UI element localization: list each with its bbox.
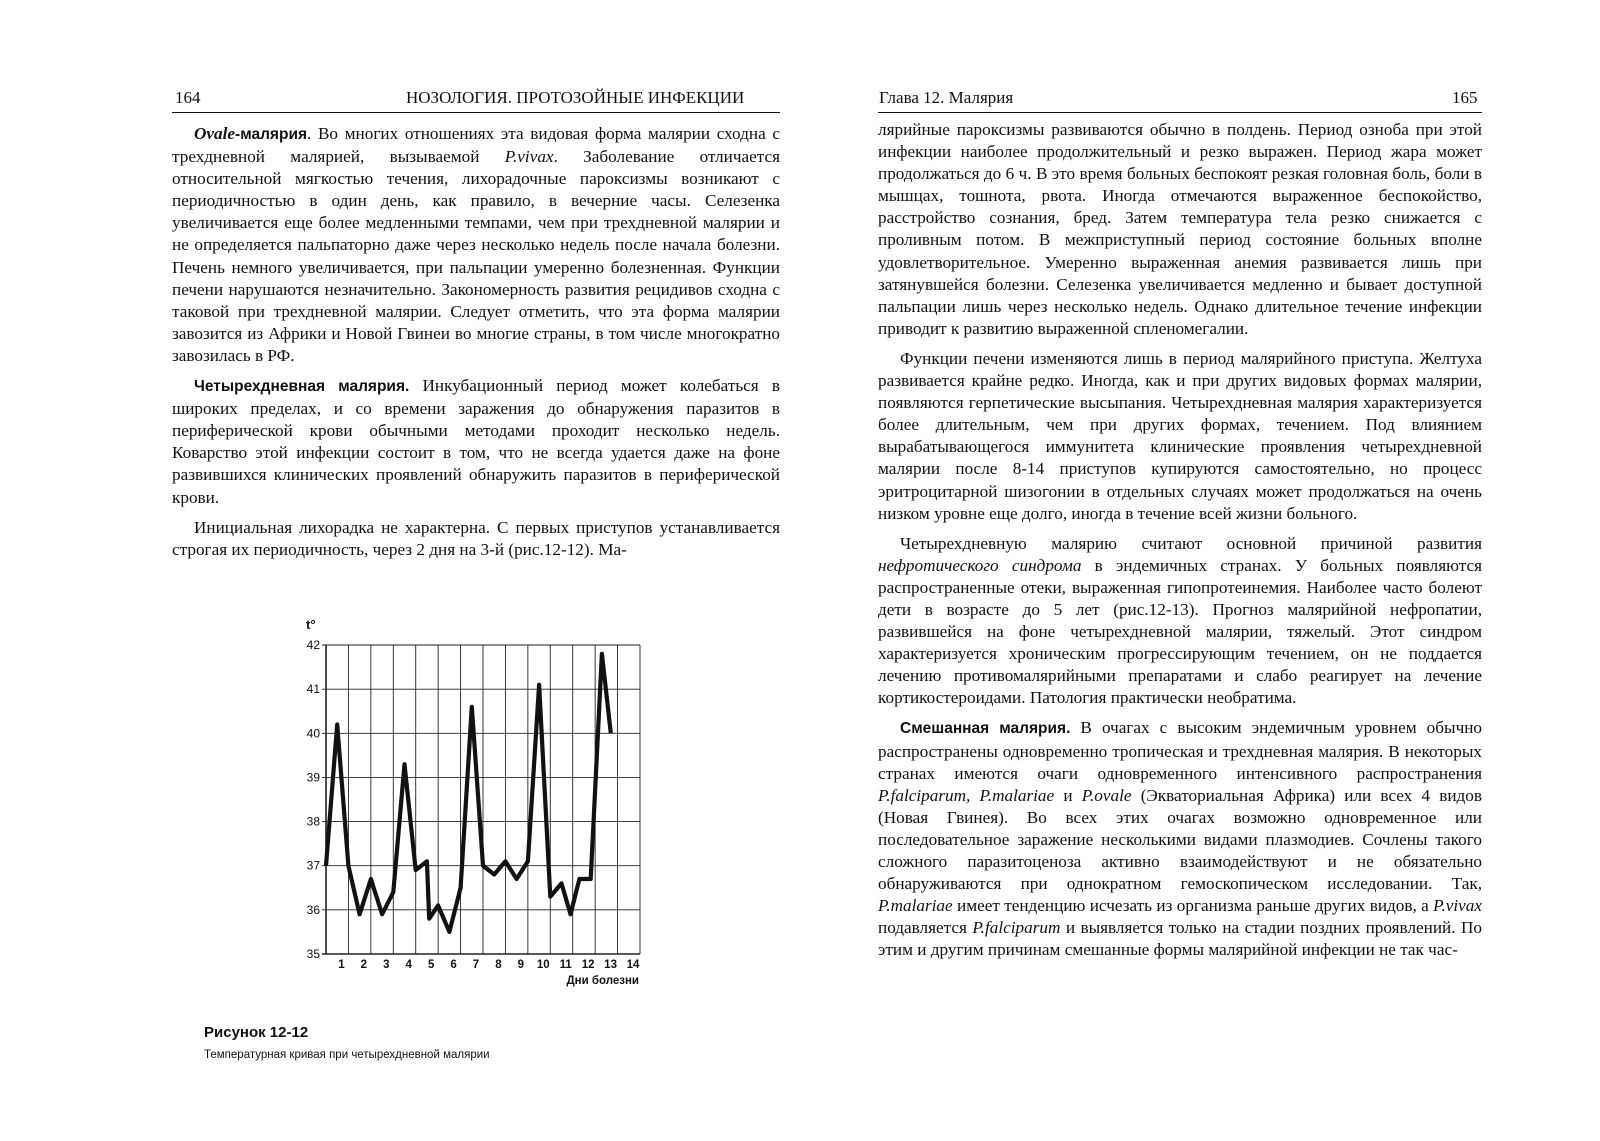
figure-label: Рисунок 12-12 xyxy=(204,1024,309,1041)
y-tick-label: 40 xyxy=(306,726,320,741)
temperature-chart xyxy=(300,615,650,1000)
y-tick-label: 41 xyxy=(306,682,320,697)
page-number-right: 165 xyxy=(1452,88,1478,107)
term-quartan: Четырехдневная малярия. xyxy=(194,378,410,396)
x-tick-label: 6 xyxy=(450,959,457,971)
x-tick-label: 1 xyxy=(338,959,345,971)
paragraph-liver: Функции печени изменяются лишь в период малярийного приступа. Желтуха развивается крайне редко. Иногда, как и при других видовых формах малярии, появляются герпетические высыпания. Четырехдневная малярия характеризуется более длительным, чем при других формах, течением. Под влиянием вырабатывающегося иммунитета клинические проявления четырехдневной малярии после 8-14 приступов купируются самостоятельно, но процесс эритроцитарной шизогонии в отдельных случаях может продолжаться на очень низком уровне еще долго, иногда в течение всей жизни больного. xyxy=(878,348,1482,523)
header-rule xyxy=(172,112,780,113)
y-tick-labels xyxy=(307,638,321,961)
right-page xyxy=(800,0,1600,1141)
temperature-curve xyxy=(326,654,611,932)
chart-grid xyxy=(322,645,640,954)
y-tick-label: 37 xyxy=(306,858,320,873)
x-tick-label: 7 xyxy=(472,959,480,971)
x-tick-label: 8 xyxy=(495,959,502,971)
paragraph-quartan: Четырехдневная малярия. Инкубационный период может колебаться в широких пределах, и со времени заражения до обнаружения паразитов в периферической крови обычными методами проходит несколько недель. Коварство этой инфекции состоит в том, что не всегда удается даже на фоне развившихся клинических проявлений обнаружить паразитов в периферической крови. xyxy=(172,376,780,507)
chapter-title: Глава 12. Малярия xyxy=(879,88,1014,107)
term-ovale: Ovale xyxy=(194,124,236,143)
x-tick-label: 11 xyxy=(559,959,572,971)
x-tick-label: 5 xyxy=(427,959,435,971)
x-tick-label: 3 xyxy=(383,959,390,971)
term-suffix: -малярия xyxy=(235,126,308,143)
y-tick-label: 35 xyxy=(306,947,320,961)
x-tick-label: 10 xyxy=(536,959,550,971)
x-tick-label: 9 xyxy=(517,959,525,971)
page-number: 164 xyxy=(175,88,201,107)
figure-caption: Температурная кривая при четырехдневной малярии xyxy=(204,1049,490,1061)
paragraph-ovale: Ovale-малярия. Во многих отношениях эта видовая форма малярии сходна с трехдневной малярией, вызываемой P.vivax. Заболевание отличается относительной мягкостью течения, лихорадочные пароксизмы возникают с периодичностью в один день, как правило, в вечерние часы. Селезенка увеличивается еще более медленными темпами, чем при трехдневной малярии и не определяется пальпаторно даже через несколько недель после начала болезни. Печень немного увеличивается, при пальпации умеренно болезненная. Функции печени нарушаются незначительно. Закономерность развития рецидивов сходна с таковой при трехдневной малярии. Следует отметить, что эта форма малярии завозится из Африки и Новой Гвинеи во многие страны, в том числе многократно завозилась в РФ. xyxy=(172,124,780,365)
x-tick-label: 13 xyxy=(604,959,617,971)
term-mixed: Смешанная малярия. xyxy=(900,720,1071,738)
y-axis-label: t° xyxy=(306,617,316,632)
x-axis-label: Дни болезни xyxy=(566,975,639,987)
header-rule-right xyxy=(878,112,1482,113)
paragraph-mixed: Смешанная малярия. В очагах с высоким эндемичным уровнем обычно распространены одновременно тропическая и трехдневная малярия. В некоторых странах имеются очаги одновременного интенсивного распространения P.falciparum, P.malariae и P.ovale (Экваториальная Африка) или всех 4 видов (Новая Гвинея). Во всех этих очагах возможно одновременное или последовательное заражение несколькими видами плазмодиев. Сочлены такого сложного паразитоценоза активно взаимодействуют и не обязательно обнаруживаются при однократном гемоскопическом исследовании. Так, P.malariae имеет тенденцию исчезать из организма раньше других видов, а P.vivax подавляется P.falciparum и выявляется только на стадии поздних проявлений. По этим и другим причинам смешанные формы малярийной инфекции не так час- xyxy=(878,718,1482,960)
x-tick-labels xyxy=(338,959,640,971)
left-text-column xyxy=(172,123,780,569)
x-tick-label: 12 xyxy=(581,959,595,971)
y-tick-label: 38 xyxy=(306,814,320,829)
running-header-title: НОЗОЛОГИЯ. ПРОТОЗОЙНЫЕ ИНФЕКЦИИ xyxy=(406,88,745,107)
y-tick-label: 39 xyxy=(306,770,320,785)
right-text-column xyxy=(878,119,1482,969)
paragraph-nephrotic: Четырехдневную малярию считают основной причиной развития нефротического синдрома в эндемичных странах. У больных появляются распространенные отеки, выраженная гипопротеинемия. Наиболее часто болеют дети в возрасте до 5 лет (рис.12-13). Прогноз малярийной нефропатии, развившейся на фоне четырехдневной малярии, тяжелый. Этот синдром характеризуется хроническим прогрессирующим течением, он не поддается лечению противомалярийными препаратами и слабо реагирует на лечение кортикостероидами. Патология практически необратима. xyxy=(878,533,1482,708)
x-tick-label: 4 xyxy=(405,959,412,971)
y-tick-label: 42 xyxy=(306,638,320,652)
y-tick-label: 36 xyxy=(306,902,320,917)
x-tick-label: 14 xyxy=(626,959,640,971)
x-tick-label: 2 xyxy=(360,959,368,971)
paragraph-initial-fever: Инициальная лихорадка не характерна. С первых приступов устанавливается строгая их периодичность, через 2 дня на 3-й (рис.12-12). Ма- xyxy=(172,517,780,559)
paragraph-paroxysms: лярийные пароксизмы развиваются обычно в полдень. Период озноба при этой инфекции наиболее продолжительный и резко выражен. Период жара может продолжаться до 6 ч. В это время больных беспокоят резкая головная боль, боли в мышцах, тошнота, рвота. Иногда отмечаются выраженное беспокойство, расстройство сознания, бред. Затем температура тела резко снижается с проливным потом. В межприступный период состояние больных вполне удовлетворительное. Умеренно выраженная анемия развивается лишь при затянувшейся болезни. Селезенка увеличивается медленно и бывает доступной пальпации лишь через несколько недель. Однако длительное течение инфекции приводит к развитию выраженной спленомегалии. xyxy=(878,120,1482,338)
